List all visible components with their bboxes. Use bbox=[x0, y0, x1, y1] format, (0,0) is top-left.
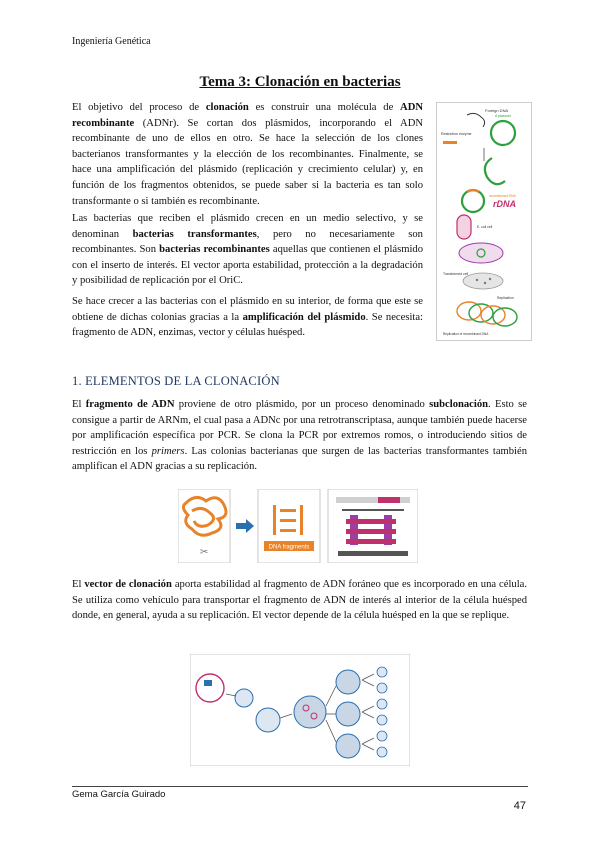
text-run: clonación bbox=[205, 102, 249, 113]
text-run: es construir una molécula de bbox=[248, 102, 401, 113]
section1-paragraph-1 bbox=[72, 397, 527, 475]
plasmid-label: A plasmid bbox=[495, 114, 511, 118]
arrow-right-icon bbox=[236, 519, 254, 533]
text-run: subclonación bbox=[429, 399, 489, 410]
text-run: aquellas que contienen el plásmido con el inserto de interés. El vector aporta estabilidad, protección a la degradación y posibilidad de replicación por el OriC. bbox=[72, 244, 423, 287]
text-run: vector de clonación bbox=[84, 579, 172, 590]
section-heading: 1. ELEMENTOS DE LA CLONACIÓN bbox=[72, 374, 280, 388]
insert-marker bbox=[204, 680, 212, 686]
text-run: El bbox=[72, 399, 86, 410]
text-run: El objetivo del proceso de bbox=[72, 102, 206, 113]
fragment-2 bbox=[280, 519, 296, 522]
text-run: ADN recombinante bbox=[72, 102, 423, 129]
page-number: 47 bbox=[513, 800, 526, 812]
foreign-dna-label: Foreign DNA bbox=[485, 108, 509, 113]
recombinant-label: recombinant DNA bbox=[489, 194, 516, 198]
scissors-icon: ✂ bbox=[200, 547, 209, 558]
text-run: . Las colonias bacterianas que surgen de las bacterias transformantes también amplifican el ADN gracias a su replicación. bbox=[72, 445, 527, 473]
progeny-6 bbox=[377, 747, 387, 757]
footer-rule bbox=[72, 786, 528, 787]
text-run: . Esto se consigue a partir de ARNm, el cual pasa a ADNc por una retrotranscriptasa, aunque también puede hacerse por amplificación específica por PCR. Se clona la PCR por extremos romos, o introduciendo sitios de restricción en los bbox=[72, 399, 527, 457]
intro-paragraph-3 bbox=[72, 294, 423, 341]
intro-paragraph-1 bbox=[72, 100, 423, 209]
fragment-1 bbox=[280, 509, 296, 512]
progeny-4 bbox=[377, 715, 387, 725]
intro-paragraph-2 bbox=[72, 211, 423, 289]
progeny-1 bbox=[377, 667, 387, 677]
text-run: Las bacterias que reciben el plásmido crecen en un medio selectivo, y se denominan bbox=[72, 213, 423, 240]
map-stripe-1 bbox=[346, 519, 396, 524]
host-cell-3 bbox=[294, 696, 326, 728]
map-stripe-2 bbox=[346, 529, 396, 534]
progeny-5 bbox=[377, 731, 387, 741]
host-cell-2 bbox=[256, 708, 280, 732]
progeny-2 bbox=[377, 683, 387, 693]
replication-label: Replication bbox=[497, 296, 514, 300]
recombinant-plasmid bbox=[462, 190, 484, 212]
figure1-caption: Replication of recombinant DNA bbox=[443, 332, 489, 336]
restriction-label: Restriction enzyme bbox=[441, 132, 472, 136]
cloning-diagram bbox=[436, 102, 532, 341]
text-run: bacterias recombinantes bbox=[159, 244, 270, 256]
insert-segment bbox=[467, 190, 479, 192]
vector-replication-figure bbox=[190, 654, 410, 766]
fragment-bar-right bbox=[300, 505, 303, 535]
text-run: (ADNr). Se cortan dos plásmidos, incorporando el ADN recombinante de uno de ellos en otro. Se hace la selección de los clones bacterianos transformantes y la elección de los recombinantes. Finalmente, se hace una amplificación del plásmido (replicación y crecimiento celular) y, en función de los fragmentos obtenidos, se puede saber si la bacteria es tan solo transformante o si también es recombinante. bbox=[72, 117, 423, 207]
colony-1 bbox=[476, 279, 478, 281]
text-run: El bbox=[72, 579, 85, 590]
foreign-dna-strand bbox=[467, 113, 485, 127]
map-stripe-3 bbox=[346, 539, 396, 544]
ecoli-cell bbox=[457, 215, 471, 239]
text-run: amplificación del plásmido bbox=[242, 311, 366, 323]
daughter-cell-1 bbox=[336, 670, 360, 694]
text-run: bacterias transformantes bbox=[132, 228, 257, 240]
text-run: . Se necesita: fragmento de ADN, enzimas, vector y células huésped. bbox=[72, 311, 423, 339]
fragment-bar-left bbox=[273, 505, 276, 535]
map-top-marker bbox=[378, 497, 400, 503]
map-bottom-bar bbox=[338, 551, 408, 556]
running-header: Ingeniería Genética bbox=[72, 36, 151, 47]
daughter-cell-3 bbox=[336, 734, 360, 758]
petri-dish bbox=[463, 273, 503, 289]
page-title: Tema 3: Clonación en bacterias bbox=[199, 74, 401, 90]
transformed-label: Transformed cell bbox=[443, 272, 469, 276]
dna-fragments-figure bbox=[178, 489, 418, 563]
daughter-cell-2 bbox=[336, 702, 360, 726]
text-run: aporta estabilidad al fragmento de ADN foráneo que es incorporado en una célula. Se utiliza como vehículo para transportar el fragmento de ADN de interés al interior de la célula huésped donde, en general, ayuda a su replicación. El vector depende de la célula huésped en la que se replique. bbox=[72, 579, 527, 622]
rdna-label: rDNA bbox=[493, 199, 517, 209]
footer-author: Gema García Guirado bbox=[72, 789, 166, 800]
progeny-3 bbox=[377, 699, 387, 709]
colony-3 bbox=[489, 278, 491, 280]
section1-paragraph-2 bbox=[72, 577, 527, 624]
plasmid-circle bbox=[491, 121, 515, 145]
host-cell-1 bbox=[235, 689, 253, 707]
host-label: E. coli cell bbox=[477, 225, 493, 229]
map-line-1 bbox=[342, 509, 404, 511]
fragments-panel bbox=[258, 489, 320, 563]
text-run: primers bbox=[151, 445, 185, 457]
dna-fragments-label: DNA fragments bbox=[268, 544, 310, 551]
open-plasmid bbox=[485, 158, 505, 184]
dna-fragment-orange bbox=[443, 141, 457, 144]
colony-2 bbox=[484, 282, 486, 284]
transformed-cell bbox=[459, 243, 503, 263]
text-run: proviene de otro plásmido, por un proceso denominado bbox=[174, 399, 430, 410]
text-run: Se hace crecer a las bacterias con el plásmido en su interior, de forma que este se obtiene de dichas colonias gracias a la bbox=[72, 296, 423, 323]
text-run: fragmento de ADN bbox=[85, 399, 175, 410]
text-run: , pero no necesariamente son recombinantes. Son bbox=[72, 228, 423, 256]
fragment-3 bbox=[280, 529, 296, 532]
